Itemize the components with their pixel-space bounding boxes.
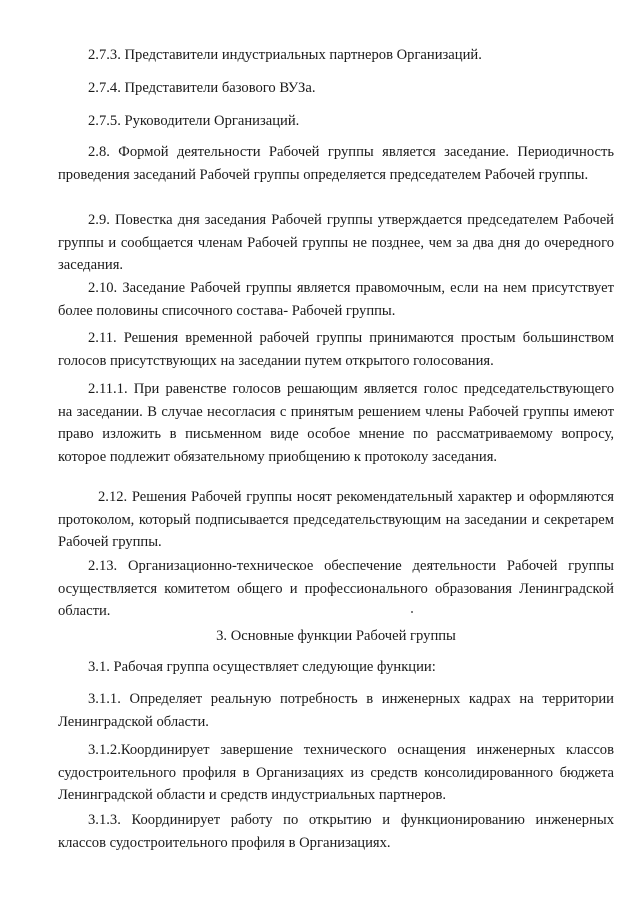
paragraph-2-10: 2.10. Заседание Рабочей группы является правомочным, если на нем присутствует более половины списочного состава- Рабочей группы. [58, 280, 614, 319]
paragraph-2-7-4: 2.7.4. Представители базового ВУЗа. [88, 80, 316, 96]
paragraph-3-1-2: 3.1.2.Координирует завершение технического оснащения инженерных классов судостроительного профиля в Организациях из средств консолидированного бюджета Ленинградской области и средств индустриальных партнеров. [58, 742, 614, 803]
paragraph-2-11: 2.11. Решения временной рабочей группы принимаются простым большинством голосов присутствующих на заседании путем открытого голосования. [58, 330, 614, 369]
paragraph-3-1: 3.1. Рабочая группа осуществляет следующие функции: [88, 659, 436, 675]
paragraph-3-1-1: 3.1.1. Определяет реальную потребность в инженерных кадрах на территории Ленинградской области. [58, 691, 614, 730]
paragraph-2-7-3: 2.7.3. Представители индустриальных партнеров Организаций. [88, 47, 482, 63]
paragraph-2-13: 2.13. Организационно-техническое обеспечение деятельности Рабочей группы осуществляется комитетом общего и профессионального образования Ленинградской области. [58, 558, 614, 619]
section-heading: 3. Основные функции Рабочей группы [216, 628, 456, 644]
paragraph-2-7-5: 2.7.5. Руководители Организаций. [88, 113, 300, 129]
paragraph-3-1-3: 3.1.3. Координирует работу по открытию и функционированию инженерных классов судостроительного профиля в Организациях. [58, 812, 614, 851]
paragraph-2-9: 2.9. Повестка дня заседания Рабочей группы утверждается председателем Рабочей группы и сообщается членам Рабочей группы не позднее, чем за два дня до очередного заседания. [58, 212, 614, 273]
paragraph-2-8: 2.8. Формой деятельности Рабочей группы является заседание. Периодичность проведения заседаний Рабочей группы определяется председателем Рабочей группы. [58, 144, 614, 183]
scan-speck [411, 611, 413, 613]
paragraph-2-12: 2.12. Решения Рабочей группы носят рекомендательный характер и оформляются протоколом, который подписывается председательствующим на заседании и секретарем Рабочей группы. [58, 489, 614, 550]
paragraph-2-11-1: 2.11.1. При равенстве голосов решающим является голос председательствующего на заседании. В случае несогласия с принятым решением члены Рабочей группы имеют право изложить в письменном виде особое мнение по рассматриваемому вопросу, которое подлежит обязательному приобщению к протоколу заседания. [58, 381, 614, 465]
